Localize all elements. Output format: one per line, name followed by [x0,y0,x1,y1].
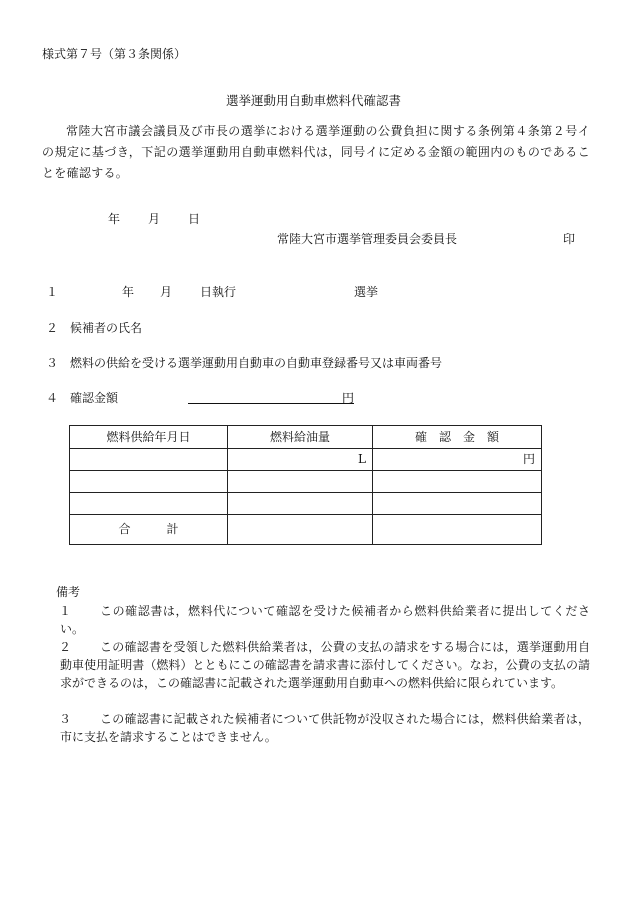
total-confirmed-amount[interactable] [373,515,542,545]
total-label: 合 計 [70,515,228,545]
cell-fuel-quantity[interactable] [228,493,373,515]
item-number: ２ [46,321,59,335]
cell-supply-date[interactable] [70,449,228,471]
intro-paragraph: 常陸大宮市議会議員及び市長の選挙における選挙運動の公費負担に関する条例第４条第２号イの規定に基づき，下記の選挙運動用自動車燃料代は，同号イに定める金額の範囲内のものであることを確認する。 [42,124,590,180]
cell-supply-date[interactable] [70,471,228,493]
date-day-label: 日 [188,212,201,226]
cell-supply-date[interactable] [70,493,228,515]
issuer-name: 常陸大宮市選挙管理委員会委員長 [277,232,458,246]
remarks-title: 備考 [56,585,81,599]
cell-fuel-quantity[interactable]: L [228,449,373,471]
item-1-year: 年 [122,285,135,299]
item-4-label: 確認金額 [70,391,119,405]
remark-number: ３ [59,712,72,726]
remark-text: この確認書は，燃料代について確認を受けた候補者から燃料供給業者に提出してください。 [60,604,590,636]
remark-number: １ [59,604,72,618]
table-header-row [70,426,542,449]
item-number: １ [46,285,59,299]
remark-number: ２ [59,640,72,654]
cell-confirmed-amount[interactable] [373,493,542,515]
header-confirmed-amount: 確 認 金 額 [373,426,542,449]
form-number: 様式第７号（第３条関係） [42,47,187,61]
remark-text: この確認書を受領した燃料供給業者は，公費の支払の請求をする場合には，選挙運動用自動車使用証明書（燃料）とともにこの確認書を請求書に添付してください。なお，公費の支払の請求ができるのは，この確認書に記載された選挙運動用自動車への燃料供給に限られています。 [60,640,590,690]
fuel-supply-table [69,425,542,545]
item-2-label: 候補者の氏名 [70,321,143,335]
cell-confirmed-amount[interactable] [373,471,542,493]
table-row [70,449,542,471]
item-1-day-exec: 日執行 [200,285,237,299]
remark-item [42,710,590,746]
header-supply-date: 燃料供給年月日 [70,426,228,449]
item-1-election: 選挙 [354,285,379,299]
table-row [70,493,542,515]
date-month-label: 月 [148,212,161,226]
cell-fuel-quantity[interactable] [228,471,373,493]
remark-text: この確認書に記載された候補者について供託物が没収された場合には，燃料供給業者は，市に支払を請求することはできません。 [60,712,590,744]
item-1-month: 月 [160,285,173,299]
seal-mark: 印 [563,232,576,246]
amount-underline [188,403,354,404]
date-year-label: 年 [108,212,121,226]
table-row [70,471,542,493]
item-number: ４ [46,391,59,405]
table-total-row [70,515,542,545]
cell-confirmed-amount[interactable]: 円 [373,449,542,471]
remark-item [42,638,590,692]
amount-yen-unit: 円 [342,391,355,405]
item-number: ３ [46,356,59,370]
remark-item [42,602,590,638]
document-title: 選挙運動用自動車燃料代確認書 [226,93,402,108]
item-3-label: 燃料の供給を受ける選挙運動用自動車の自動車登録番号又は車両番号 [70,356,443,370]
header-fuel-quantity: 燃料給油量 [228,426,373,449]
total-fuel-quantity[interactable] [228,515,373,545]
